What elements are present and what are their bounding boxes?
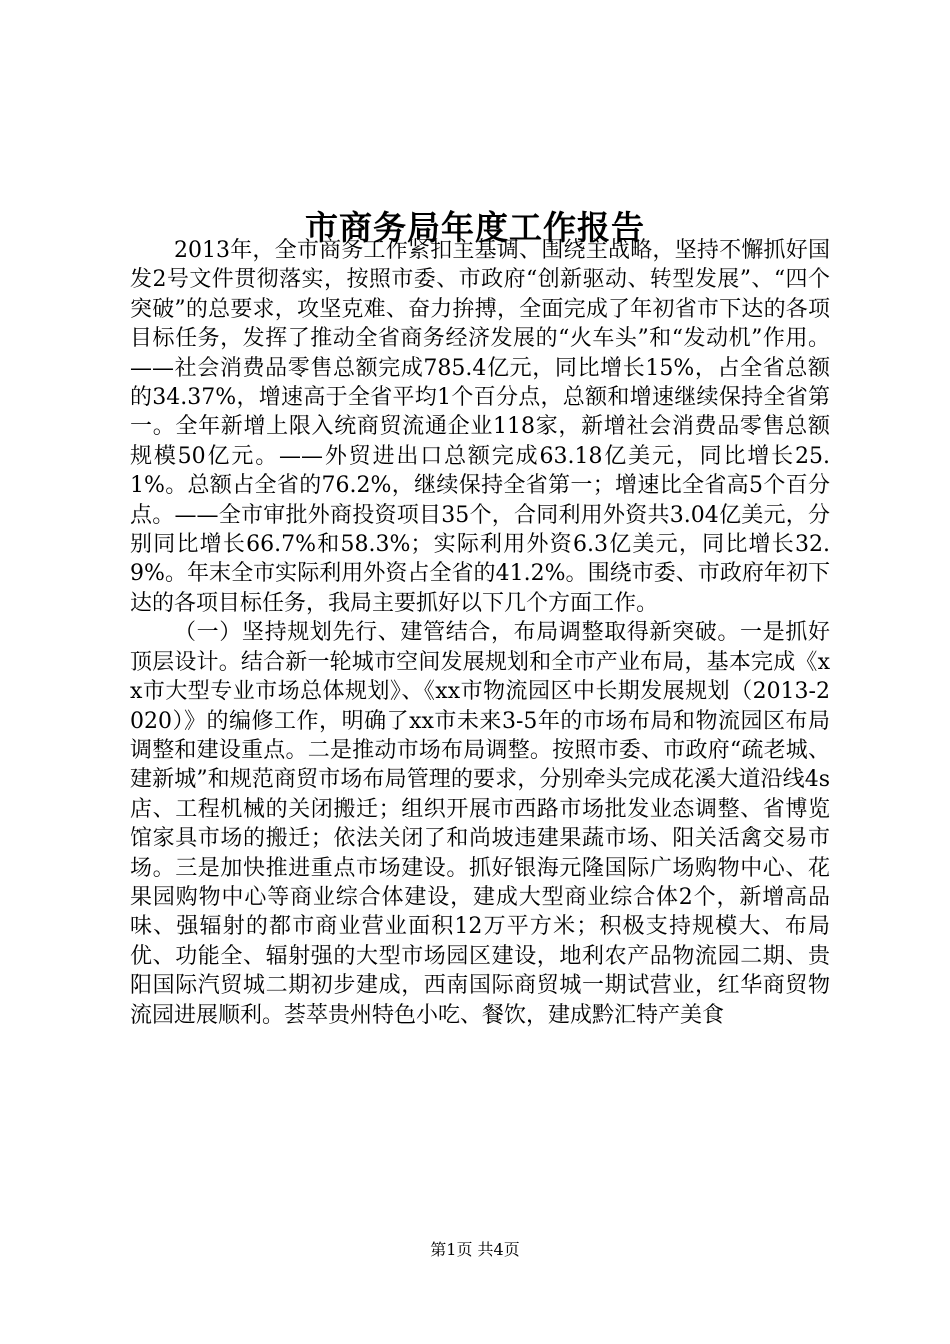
document-body <box>130 236 830 1030</box>
page-number-footer: 第1页 共4页 <box>430 1240 520 1259</box>
paragraph-summary: 2013年，全市商务工作紧扣主基调、围绕主战略，坚持不懈抓好国发2号文件贯彻落实，按照市委、市政府“创新驱动、转型发展”、“四个突破”的总要求，攻坚克难、奋力拚搏，全面完成了年初省市下达的各项目标任务，发挥了推动全省商务经济发展的“火车头”和“发动机”作用。——社会消费品零售总额完成785.4亿元，同比增长15%，占全省总额的34.37%，增速高于全省平均1个百分点，总额和增速继续保持全省第一。全年新增上限入统商贸流通企业118家，新增社会消费品零售总额规模50亿元。——外贸进出口总额完成63.18亿美元，同比增长25.1%。总额占全省的76.2%，继续保持全省第一；增速比全省高5个百分点。——全市审批外商投资项目35个，合同利用外资共3.04亿美元，分别同比增长66.7%和58.3%；实际利用外资6.3亿美元，同比增长32.9%。年末全市实际利用外资占全省的41.2%。围绕市委、市政府年初下达的各项目标任务，我局主要抓好以下几个方面工作。 <box>130 238 830 616</box>
page-title: 市商务局年度工作报告 <box>305 208 645 248</box>
paragraph-section-one: （一）坚持规划先行、建管结合，布局调整取得新突破。一是抓好顶层设计。结合新一轮城市空间发展规划和全市产业布局，基本完成《xx市大型专业市场总体规划》、《xx市物流园区中长期发展规划（2013-2020）》的编修工作，明确了xx市未来3-5年的市场布局和物流园区布局调整和建设重点。二是推动市场布局调整。按照市委、市政府“疏老城、建新城”和规范商贸市场布局管理的要求，分别牵头完成花溪大道沿线4s店、工程机械的关闭搬迁；组织开展市西路市场批发业态调整、省博览馆家具市场的搬迁；依法关闭了和尚坡违建果蔬市场、阳关活禽交易市场。三是加快推进重点市场建设。抓好银海元隆国际广场购物中心、花果园购物中心等商业综合体建设，建成大型商业综合体2个，新增高品味、强辐射的都市商业营业面积12万平方米；积极支持规模大、布局优、功能全、辐射强的大型市场园区建设，地利农产品物流园二期、贵阳国际汽贸城二期初步建成，西南国际商贸城一期试营业，红华商贸物流园进展顺利。荟萃贵州特色小吃、餐饮，建成黔汇特产美食 <box>130 620 830 1028</box>
